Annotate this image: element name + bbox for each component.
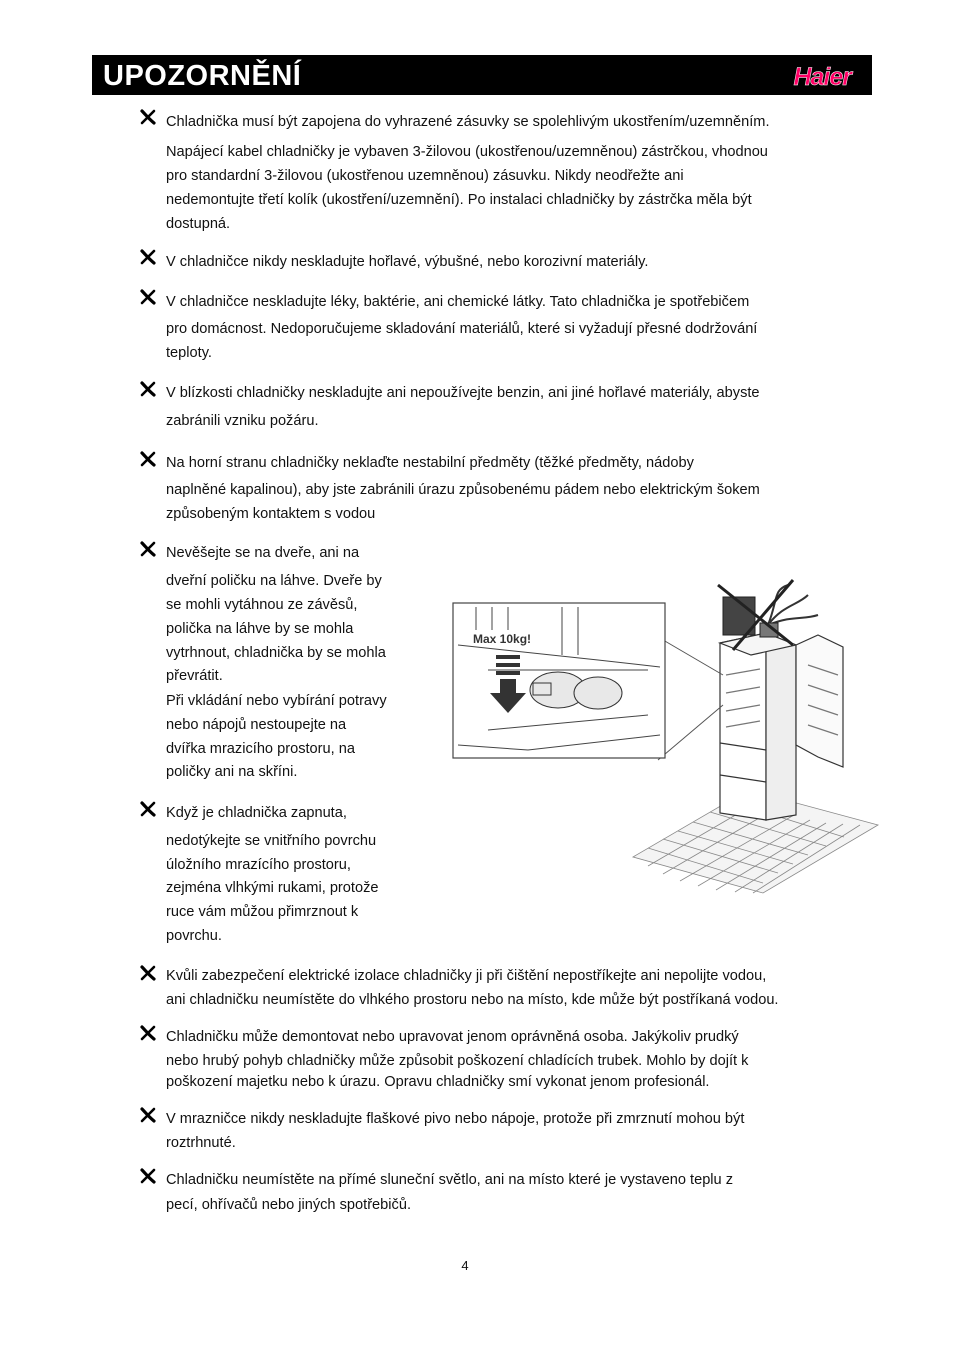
warning-text-line: Nevěšejte se na dveře, ani na <box>166 545 360 561</box>
warning-text-line: pro standardní 3-žilovou (ukostřenou uzemněnou) zásuvku. Nikdy neodřežte ani <box>166 168 684 184</box>
page-number: 4 <box>461 1258 469 1273</box>
warning-text-line: nebo nápojů nestoupejte na <box>166 717 347 733</box>
warning-text-line: V chladničce neskladujte léky, baktérie, ani chemické látky. Tato chladnička je spotřebičem <box>166 294 750 310</box>
warning-text-line: úložního mrazícího prostoru, <box>166 857 351 873</box>
cross-mark-icon <box>139 450 157 468</box>
section-header <box>92 55 872 95</box>
warning-text-line: roztrhnuté. <box>166 1135 236 1151</box>
warning-text-line: zabránili vzniku požáru. <box>166 413 319 429</box>
warning-text-line: V chladničce nikdy neskladujte hořlavé, výbušné, nebo korozivní materiály. <box>166 254 649 270</box>
cross-mark-icon <box>139 540 157 558</box>
warning-text-line: ruce vám můžou přimrznout k <box>166 904 359 920</box>
warning-text-line: zejména vlhkými rukami, protože <box>166 880 379 896</box>
warning-text-line: způsobeným kontaktem s vodou <box>166 506 376 522</box>
warning-text-line: Chladnička musí být zapojena do vyhrazené zásuvky se spolehlivým ukostřením/uzemněním. <box>166 114 770 130</box>
section-title: UPOZORNĚNÍ <box>103 60 302 92</box>
warning-text-line: Při vkládání nebo vybírání potravy <box>166 693 387 709</box>
warning-text-line: Když je chladnička zapnuta, <box>166 805 347 821</box>
haier-logo: Haier <box>793 63 851 91</box>
warning-text-line: naplněné kapalinou), aby jste zabránili úrazu způsobenému pádem nebo elektrickým šokem <box>166 482 760 498</box>
warning-text-line: Chladničku neumístěte na přímé sluneční světlo, ani na místo které je vystaveno teplu z <box>166 1172 734 1188</box>
warning-text-line: ani chladničku neumístěte do vlhkého prostoru nebo na místo, kde může být postříkaná vodou. <box>166 992 779 1008</box>
warning-text-line: poličky ani na skříni. <box>166 764 298 780</box>
cross-mark-icon <box>139 1167 157 1185</box>
cross-mark-icon <box>139 964 157 982</box>
warning-text-line: pecí, ohřívačů nebo jiných spotřebičů. <box>166 1197 411 1213</box>
warning-text-line: nedotýkejte se vnitřního povrchu <box>166 833 377 849</box>
warning-text-line: polička na láhve by se mohla <box>166 621 354 637</box>
refrigerator-illustration <box>448 575 888 900</box>
warning-text-line: Kvůli zabezpečení elektrické izolace chladničky ji při čištění nepostříkejte ani nepolijte vodou, <box>166 968 767 984</box>
warning-text-line: se mohli vytáhnou ze závěsů, <box>166 597 358 613</box>
warning-text-line: dvířka mrazicího prostoru, na <box>166 741 355 757</box>
warning-text-line: V mrazničce nikdy neskladujte flaškové pivo nebo nápoje, protože při zmrznutí mohou být <box>166 1111 745 1127</box>
warning-text-line: Na horní stranu chladničky neklaďte nestabilní předměty (těžké předměty, nádoby <box>166 455 694 471</box>
cross-mark-icon <box>139 248 157 266</box>
warning-text-line: nebo hrubý pohyb chladničky může způsobit poškození chladících trubek. Mohlo by dojít k <box>166 1053 749 1069</box>
cross-mark-icon <box>139 1024 157 1042</box>
cross-mark-icon <box>139 380 157 398</box>
warning-text-line: Napájecí kabel chladničky je vybaven 3-žilovou (ukostřenou/uzemněnou) zástrčkou, vhodnou <box>166 144 768 160</box>
warning-text-line: poškození majetku nebo k úrazu. Opravu chladničky smí vykonat jenom profesionál. <box>166 1074 710 1090</box>
warning-text-line: dostupná. <box>166 216 231 232</box>
cross-mark-icon <box>139 288 157 306</box>
warning-text-line: převrátit. <box>166 668 223 684</box>
warning-text-line: dveřní poličku na láhve. Dveře by <box>166 573 382 589</box>
max-weight-label: Max 10kg! <box>473 632 532 646</box>
warning-text-line: V blízkosti chladničky neskladujte ani nepoužívejte benzin, ani jiné hořlavé materiály, abyste <box>166 385 760 401</box>
warning-text-line: pro domácnost. Nedoporučujeme skladování materiálů, které si vyžadují přesné dodržování <box>166 321 758 337</box>
cross-mark-icon <box>139 108 157 126</box>
warning-text-line: vytrhnout, chladnička by se mohla <box>166 645 386 661</box>
cross-mark-icon <box>139 800 157 818</box>
cross-mark-icon <box>139 1106 157 1124</box>
warning-text-line: teploty. <box>166 345 212 361</box>
warning-text-line: nedemontujte třetí kolík (ukostření/uzemnění). Po instalaci chladničky by zástrčka měla být <box>166 192 752 208</box>
warning-text-line: povrchu. <box>166 928 222 944</box>
warning-text-line: Chladničku může demontovat nebo upravovat jenom oprávněná osoba. Jakýkoliv prudký <box>166 1029 739 1045</box>
